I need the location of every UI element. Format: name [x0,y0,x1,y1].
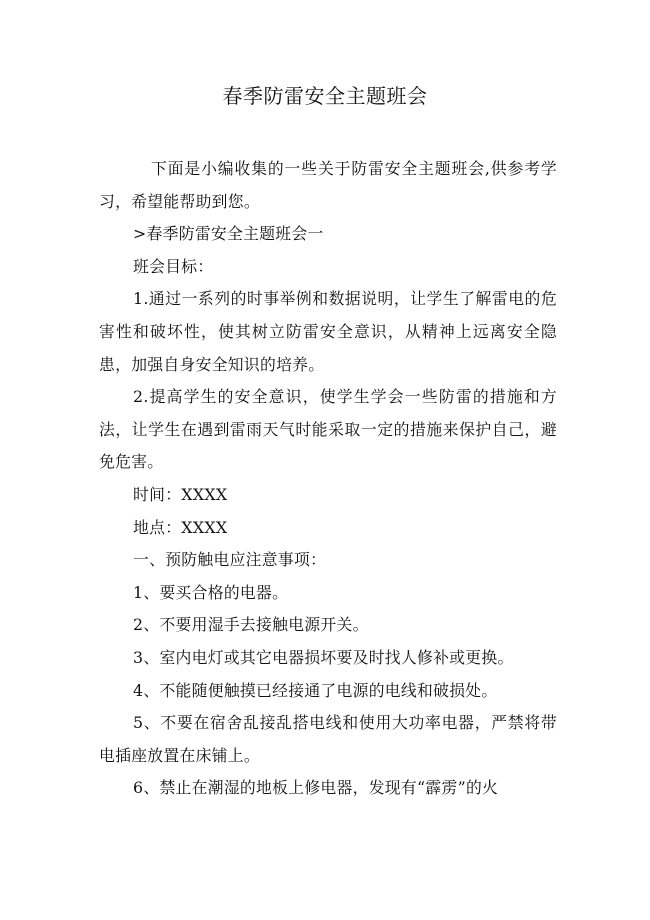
tip-item-5: 5、不要在宿舍乱接乱搭电线和使用大功率电器，严禁将带电插座放置在床铺上。 [99,713,557,765]
document-body [99,153,557,805]
objective-item-2: 2.提高学生的安全意识，使学生学会一些防雷的措施和方法，让学生在遇到雷雨天气时能采取一定的措施来保护自己，避免危害。 [99,387,557,472]
tip-item-1: 1、要买合格的电器。 [133,582,289,602]
objective-heading: 班会目标： [133,256,214,276]
location-line: 地点：XXXX [133,517,228,537]
intro-paragraph: 下面是小编收集的一些关于防雷安全主题班会,供参考学习，希望能帮助到您。 [99,159,557,211]
document-title: 春季防雷安全主题班会 [222,84,428,108]
tip-item-2: 2、不要用湿手去接触电源开关。 [133,615,369,635]
objective-item-1: 1.通过一系列的时事举例和数据说明，让学生了解雷电的危害性和破坏性，使其树立防雷安全意识，从精神上远离安全隐患，加强自身安全知识的培养。 [99,289,557,374]
section-link: >春季防雷安全主题班会一 [133,224,324,244]
section-heading: 一、预防触电应注意事项： [133,550,327,570]
time-line: 时间：XXXX [133,484,228,504]
tip-item-3: 3、室内电灯或其它电器损坏要及时找人修补或更换。 [133,647,514,667]
tip-item-4: 4、不能随便触摸已经接通了电源的电线和破损处。 [133,680,498,700]
tip-item-6: 6、禁止在潮湿的地板上修电器，发现有“霹雳”的火 [133,778,499,798]
